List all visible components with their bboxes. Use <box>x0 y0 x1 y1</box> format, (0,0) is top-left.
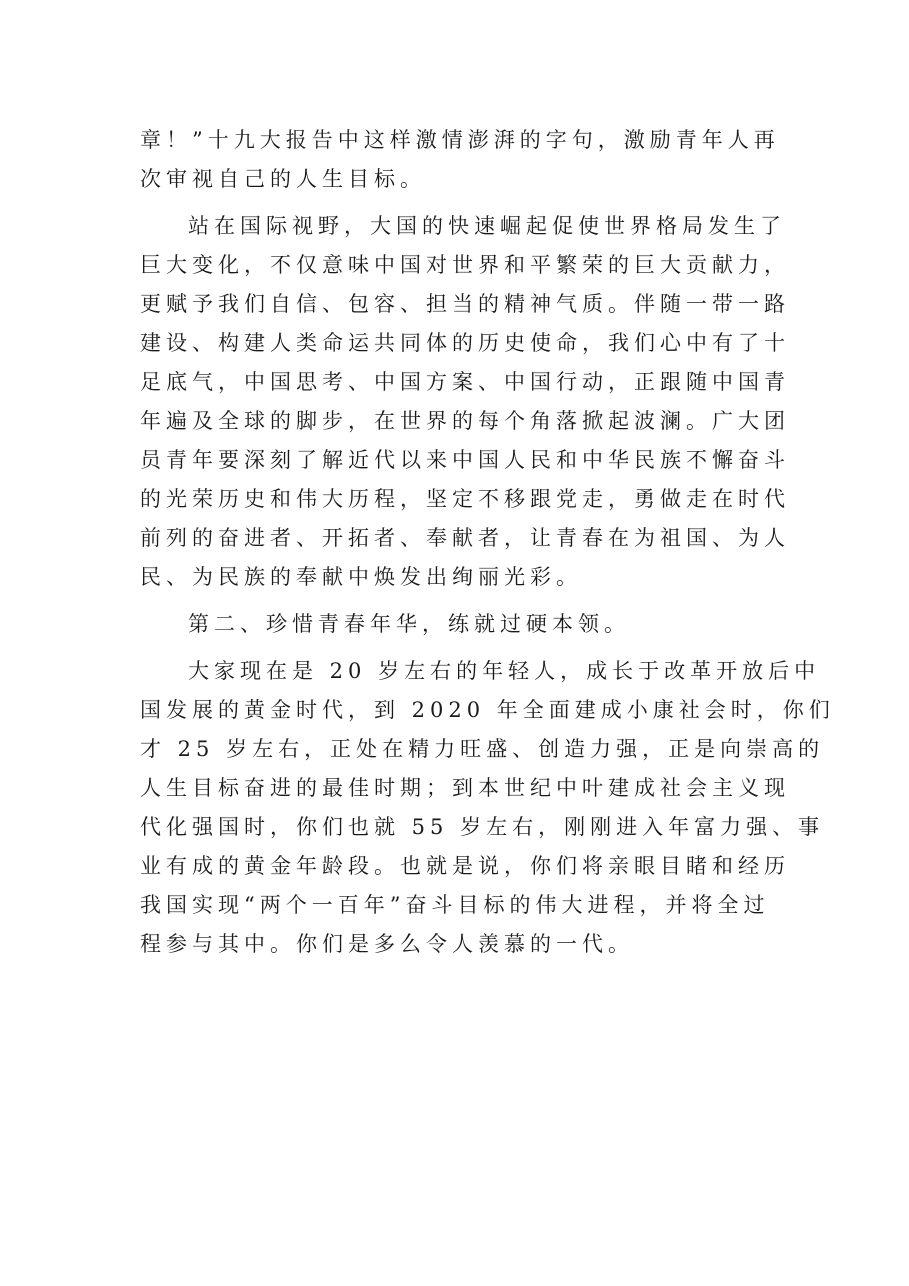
text-line: 更赋予我们自信、包容、担当的精神气质。伴随一带一路 <box>140 292 790 316</box>
document-body <box>140 121 835 972</box>
text-line: 站在国际视野，大国的快速崛起促使世界格局发生了 <box>188 214 786 238</box>
text-line: 国发展的黄金时代，到 2020 年全面建成小康社会时，你们 <box>140 698 835 722</box>
text-line: 程参与其中。你们是多么令人羡慕的一代。 <box>140 932 634 956</box>
text-line: 足底气，中国思考、中国方案、中国行动，正跟随中国青 <box>140 370 790 394</box>
paragraph-2 <box>140 207 790 597</box>
text-line: 业有成的黄金年龄段。也就是说，你们将亲眼目睹和经历 <box>140 854 790 878</box>
text-line: 的光荣历史和伟大历程，坚定不移跟党走，勇做走在时代 <box>140 487 790 511</box>
text-line: 建设、构建人类命运共同体的历史使命，我们心中有了十 <box>140 331 790 355</box>
section-heading <box>140 605 780 644</box>
text-line: 第二、珍惜青春年华，练就过硬本领。 <box>188 612 630 636</box>
paragraph-1 <box>140 121 780 199</box>
text-line: 章！”十九大报告中这样激情澎湃的字句，激励青年人再 <box>140 128 780 152</box>
text-line: 大家现在是 20 岁左右的年轻人，成长于改革开放后中 <box>188 659 821 683</box>
text-line: 巨大变化，不仅意味中国对世界和平繁荣的巨大贡献力， <box>140 253 790 277</box>
text-line: 代化强国时，你们也就 55 岁左右，刚刚进入年富力强、事 <box>140 815 825 839</box>
text-line: 前列的奋进者、开拓者、奉献者，让青春在为祖国、为人 <box>140 526 790 550</box>
paragraph-3 <box>140 652 835 964</box>
text-line: 次审视自己的人生目标。 <box>140 167 426 191</box>
text-line: 人生目标奋进的最佳时期；到本世纪中叶建成社会主义现 <box>140 776 790 800</box>
text-line: 年遍及全球的脚步，在世界的每个角落掀起波澜。广大团 <box>140 409 790 433</box>
text-line: 员青年要深刻了解近代以来中国人民和中华民族不懈奋斗 <box>140 448 790 472</box>
text-line: 我国实现“两个一百年”奋斗目标的伟大进程，并将全过 <box>140 893 770 917</box>
text-line: 民、为民族的奉献中焕发出绚丽光彩。 <box>140 565 582 589</box>
text-line: 才 25 岁左右，正处在精力旺盛、创造力强，正是向崇高的 <box>140 737 825 761</box>
